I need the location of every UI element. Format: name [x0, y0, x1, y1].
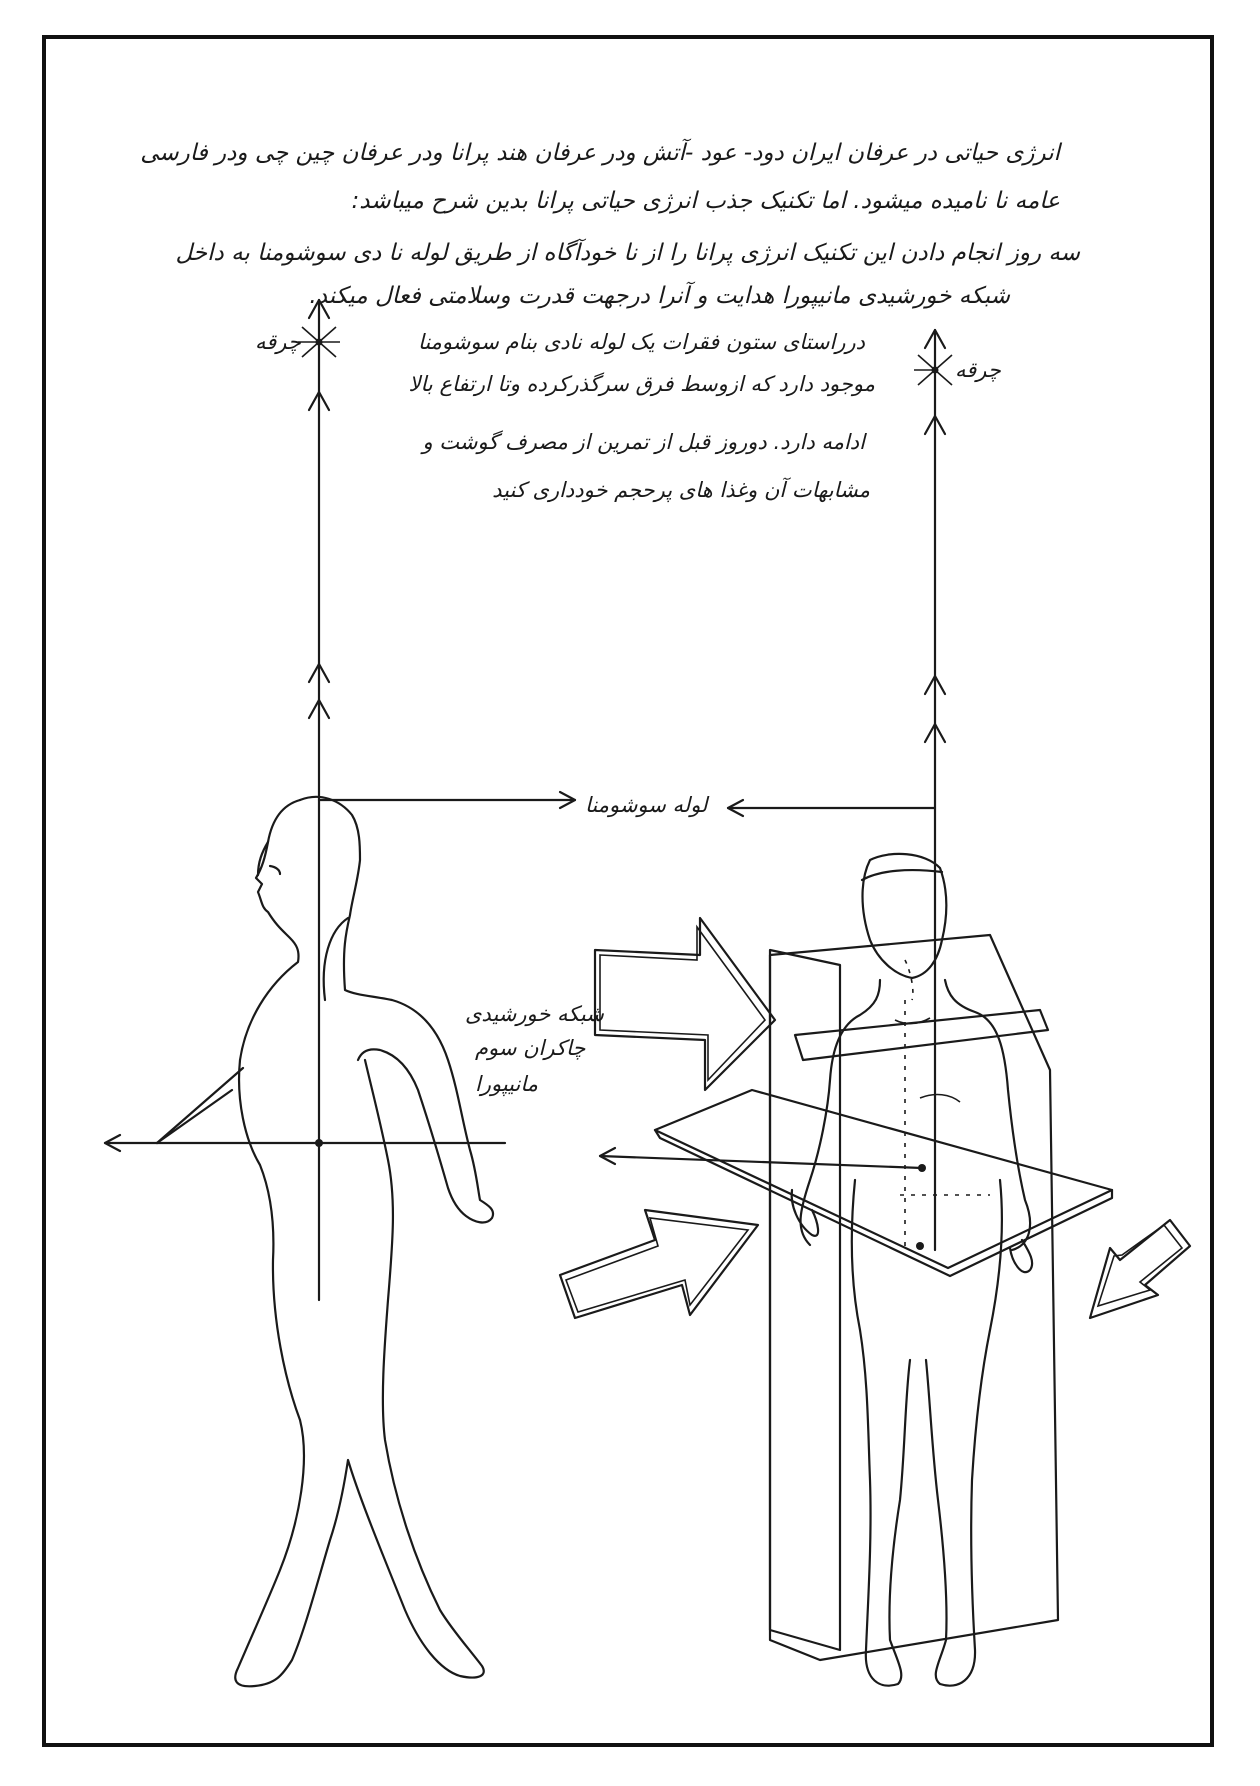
transverse-plane [655, 1090, 1112, 1276]
right-energy-axis [914, 330, 952, 1250]
note-line-1: درراستای ستون فقرات یک لوله نادی بنام سوشومنا [417, 330, 865, 354]
standing-figure [792, 854, 1032, 1686]
intro-line-3: سه روز انجام دادن این تکنیک انرژی پرانا را از نا خودآگاه از طریق لوله نا دی سوشومنا به داخل [175, 240, 1080, 266]
solar-plexus-label-3: مانیپورا [475, 1072, 538, 1096]
note-line-2: موجود دارد که ازوسط فرق سرگذرکرده وتا ارتفاع بالا [408, 372, 875, 396]
note-line-4: مشابهات آن وغذا های پرحجم خودداری کنید [492, 478, 870, 502]
intro-line-4: شبکه خورشیدی مانیپورا هدایت و آنرا درجهت قدرت وسلامتی فعال میکند. [309, 283, 1010, 309]
plexus-pointer [600, 1148, 922, 1168]
intro-line-1: انرژی حیاتی در عرفان ایران دود- عود -آتش ودر عرفان هند پرانا ودر عرفان چین چی ودر فارسی [140, 140, 1060, 166]
sushumna-connector [319, 792, 935, 816]
note-line-3: ادامه دارد. دوروز قبل از تمرین از مصرف گوشت و [422, 430, 865, 454]
input-arrow-top [595, 918, 775, 1090]
left-horizontal-axis [105, 1068, 505, 1151]
walking-figure [235, 797, 493, 1686]
chakra-label-right: چرقه [955, 358, 1001, 382]
coronal-plane [770, 935, 1058, 1660]
solar-plexus-label-1: شبکه خورشیدی [465, 1002, 604, 1026]
chakra-label-left: چرقه [255, 330, 301, 354]
input-arrow-right [1090, 1220, 1190, 1318]
sushumna-label: لوله سوشومنا [585, 793, 708, 817]
solar-plexus-label-2: چاکران سوم [475, 1036, 586, 1060]
input-arrow-bottom [560, 1210, 758, 1318]
sagittal-plane [770, 950, 840, 1650]
intro-line-2: عامه نا نامیده میشود. اما تکنیک جذب انرژی حیاتی پرانا بدین شرح میباشد: [351, 188, 1060, 214]
